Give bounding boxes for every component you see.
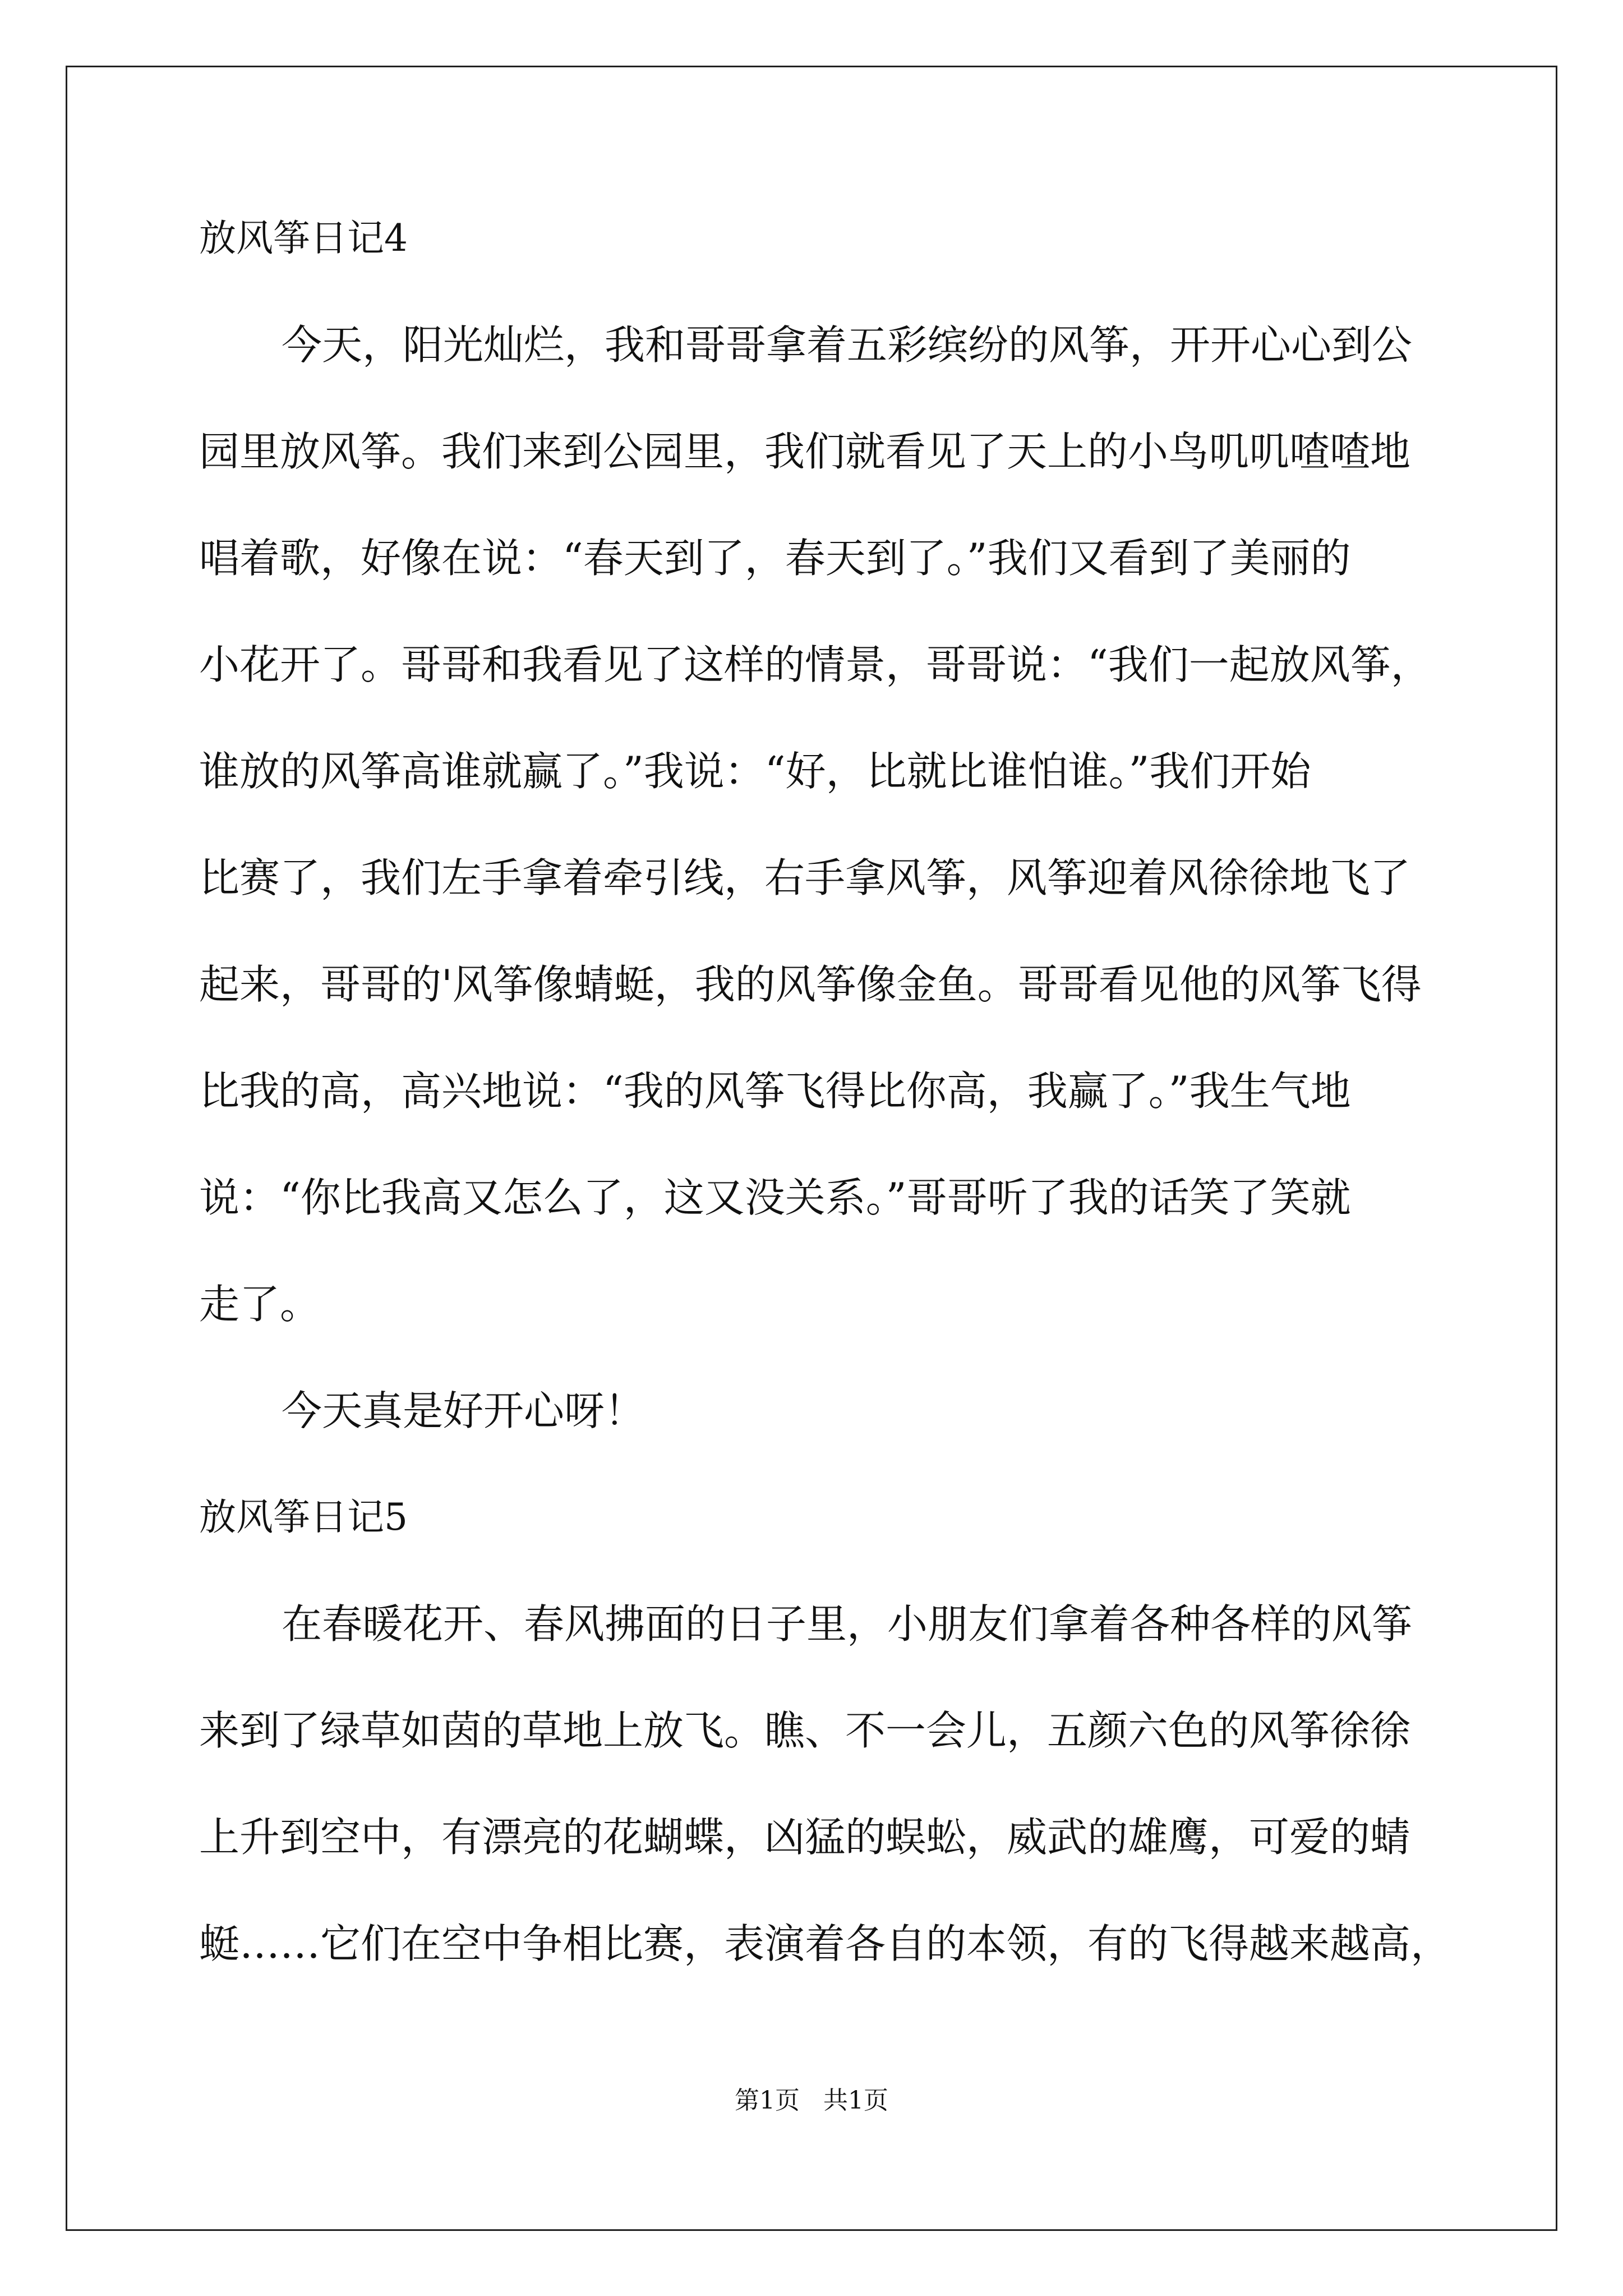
page-footer: 第1页 共1页: [735, 2086, 888, 2115]
paragraph-line: 上升到空中，有漂亮的花蝴蝶，凶猛的蜈蚣，威武的雄鹰，可爱的蜻: [199, 1814, 1411, 1861]
paragraph-line: 比我的高，高兴地说：“我的风筝飞得比你高，我赢了。”我生气地: [199, 1068, 1351, 1115]
paragraph-line: 蜓……它们在空中争相比赛，表演着各自的本领，有的飞得越来越高，: [199, 1920, 1451, 1967]
paragraph-line: 走了。: [199, 1281, 321, 1328]
paragraph-line: 唱着歌，好像在说：“春天到了，春天到了。”我们又看到了美丽的: [199, 535, 1351, 582]
paragraph-line: 来到了绿草如茵的草地上放飞。瞧、不一会儿，五颜六色的风筝徐徐: [199, 1707, 1411, 1754]
section-title: 放风筝日记4: [199, 217, 408, 260]
paragraph-line: 园里放风筝。我们来到公园里，我们就看见了天上的小鸟叽叽喳喳地: [199, 428, 1411, 475]
paragraph-line: 今天，阳光灿烂，我和哥哥拿着五彩缤纷的风筝，开开心心到公: [282, 321, 1413, 369]
paragraph-line: 起来，哥哥的'风筝像蜻蜓，我的风筝像金鱼。哥哥看见他的风筝飞得: [199, 961, 1422, 1008]
paragraph-line: 谁放的风筝高谁就赢了。”我说：“好，比就比谁怕谁。”我们开始: [199, 748, 1311, 795]
paragraph-line: 说：“你比我高又怎么了，这又没关系。”哥哥听了我的话笑了笑就: [199, 1174, 1351, 1221]
section-title: 放风筝日记5: [199, 1496, 408, 1539]
paragraph-line: 比赛了，我们左手拿着牵引线，右手拿风筝，风筝迎着风徐徐地飞了: [199, 854, 1411, 901]
paragraph-line: 在春暖花开、春风拂面的日子里，小朋友们拿着各种各样的风筝: [282, 1600, 1413, 1648]
paragraph-line: 今天真是好开心呀！: [282, 1387, 645, 1434]
page-border: [66, 66, 1557, 2231]
paragraph-line: 小花开了。哥哥和我看见了这样的情景，哥哥说：“我们一起放风筝，: [199, 641, 1431, 688]
